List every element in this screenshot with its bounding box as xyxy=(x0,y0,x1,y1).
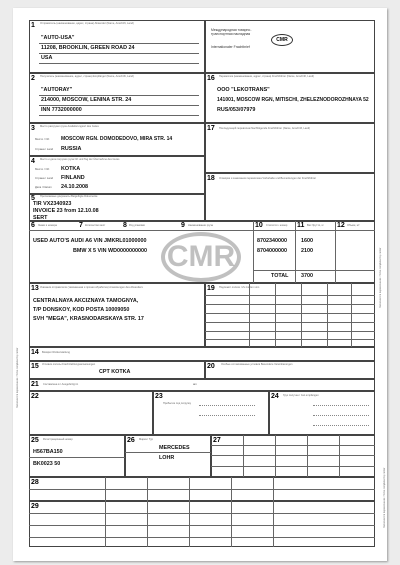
goods-col-divider xyxy=(253,221,254,283)
form-title-de: Internationaler Frachtbrief xyxy=(211,45,250,49)
goods-header-rule xyxy=(29,230,375,231)
field-1-label: Отправитель (наименование, адрес, страна) Absender (Name, Anschrift, Land) xyxy=(40,22,134,25)
field-19-number: 19 xyxy=(207,285,215,292)
field-3-number: 3 xyxy=(31,125,35,132)
field-16-line1[interactable]: OOO "LEKOTRANS" xyxy=(217,87,270,93)
field-1-line3[interactable]: USA xyxy=(41,55,53,61)
field-3-place[interactable]: MOSCOW RGN. DOMODEDOVO, MIRA STR. 14 xyxy=(61,136,173,142)
payment-col xyxy=(327,283,328,347)
field-5-line1[interactable]: TIR VX2340923 xyxy=(33,201,72,207)
payment-row xyxy=(205,304,375,305)
field-4-place[interactable]: KOTKA xyxy=(61,166,81,172)
field-23-label: Прибытие под погрузку xyxy=(163,402,192,405)
field-2-line1[interactable]: "AUTORAY" xyxy=(41,87,73,93)
field-16-line3[interactable]: RUS/053/07979 xyxy=(217,107,256,113)
field-29-col xyxy=(147,501,148,547)
field-12-number: 12 xyxy=(337,222,345,229)
field-11-label: Вес брутто, кг xyxy=(307,224,324,227)
field-17-label: Последующий перевозчик Nachfolgende Frachtführer (Name, Anschrift, Land) xyxy=(219,127,311,130)
field-18-number: 18 xyxy=(207,175,215,182)
field-10-number: 10 xyxy=(255,222,263,229)
field-5-label: Прилагаемые документы Beigefügte Dokumente xyxy=(40,195,98,198)
field-5-line3[interactable]: SERT xyxy=(33,215,48,221)
field-5-line2[interactable]: INVOICE 23 from 12.10.08 xyxy=(33,208,99,214)
goods-total-weight[interactable]: 3700 xyxy=(301,273,313,279)
goods-total-label: TOTAL xyxy=(271,273,289,279)
field-1-line1[interactable]: "AUTO-USA" xyxy=(41,35,75,41)
form-header-notes xyxy=(301,24,367,64)
field-15-number: 15 xyxy=(31,363,39,370)
field-29-col xyxy=(189,501,190,547)
field-13-line3[interactable]: SVH "MEGA", KRASNODARSKAYA STR. 17 xyxy=(33,316,144,322)
field-29-col xyxy=(231,501,232,547)
field-9-label: Наименование груза xyxy=(188,224,213,227)
field-20-number: 20 xyxy=(207,363,215,370)
field-13-notes xyxy=(33,326,201,344)
field-16-number: 16 xyxy=(207,75,215,82)
field-21-number: 21 xyxy=(31,381,39,388)
field-3-country-label: Страна / Land xyxy=(35,147,54,151)
field-18-label: Оговорки и замечания перевозчика Vorbehalte und Bemerkungen der Frachtführer xyxy=(219,177,317,180)
field-4-date-label: Дата / Datum xyxy=(35,185,52,189)
field-2-line3[interactable]: INN 7732000000 xyxy=(41,107,82,113)
field-1-rule xyxy=(39,43,199,44)
goods-row-1-weight[interactable]: 1600 xyxy=(301,238,313,244)
field-29-number: 29 xyxy=(31,503,39,510)
field-5-number: 5 xyxy=(31,195,35,202)
field-16-line2[interactable]: 141001, MOSCOW RGN, MITISCHI, ZHELEZNODOROZHNAYA 52 xyxy=(217,97,369,103)
cmr-watermark: CMR xyxy=(161,232,241,282)
field-1-rule xyxy=(39,53,199,54)
field-27-number: 27 xyxy=(213,437,221,444)
goods-col-divider xyxy=(295,221,296,283)
side-instructions: Заполняется перевозчиком / To be completed by carrier xyxy=(379,247,382,308)
field-26-value-1[interactable]: MERCEDES xyxy=(159,445,190,451)
field-1-number: 1 xyxy=(31,22,35,29)
payment-row xyxy=(205,339,375,340)
field-29-footer xyxy=(29,501,375,547)
field-18-carrier-remarks xyxy=(205,173,375,221)
form-title-ru: Международная товарно-транспортная накладная xyxy=(211,28,252,36)
field-29-row xyxy=(29,525,375,526)
field-7-number: 7 xyxy=(79,222,83,229)
field-28-number: 28 xyxy=(31,479,39,486)
field-16-label: Перевозчик (наименование, адрес, страна) Frachtführer (Name, Anschrift, Land) xyxy=(219,75,315,78)
field-27-col xyxy=(307,435,308,477)
field-27-row xyxy=(211,466,375,467)
field-24-number: 24 xyxy=(271,393,279,400)
payment-col xyxy=(249,283,250,347)
field-24-dotline xyxy=(313,415,369,416)
payment-row xyxy=(205,322,375,323)
field-13-number: 13 xyxy=(31,285,39,292)
field-4-date[interactable]: 24.10.2008 xyxy=(61,184,88,190)
field-24-dotline xyxy=(313,425,369,426)
field-1-line2[interactable]: 11208, BROOKLIN, GREEN ROAD 24 xyxy=(41,45,135,51)
field-2-rule xyxy=(39,115,199,116)
field-2-rule xyxy=(39,105,199,106)
field-13-line1[interactable]: CENTRALNAYA AKCIZNAYA TAMOGNYA, xyxy=(33,298,139,304)
goods-row-1-code[interactable]: 8702340000 xyxy=(257,238,287,244)
field-9-number: 9 xyxy=(181,222,185,229)
field-25-number: 25 xyxy=(31,437,39,444)
field-23-dotline xyxy=(199,405,255,406)
field-3-country[interactable]: RUSSIA xyxy=(61,146,82,152)
field-4-country-label: Страна / Land xyxy=(35,176,54,180)
field-6-number: 6 xyxy=(31,222,35,229)
field-25-rule xyxy=(29,457,125,458)
field-3-label: Место разгрузки груза Auslieferungsort des Gutes xyxy=(40,125,99,128)
left-margin-text: Заполняется перевозчиком / To be completed by carrier xyxy=(16,347,19,408)
payment-row xyxy=(205,313,375,314)
side-instructions-2: Заполняется перевозчиком / To be completed by carrier xyxy=(383,467,386,528)
field-19-label: Подлежит оплате / Zu zahlen vom xyxy=(219,286,260,289)
field-7-label: Количество мест xyxy=(85,224,106,227)
field-29-col xyxy=(273,501,274,547)
field-1-rule xyxy=(39,63,199,64)
payment-col xyxy=(275,283,276,347)
field-2-line2[interactable]: 214000, MOSCOW, LENINA STR. 24 xyxy=(41,97,132,103)
field-12-label: Объем, м³ xyxy=(347,224,360,227)
field-27-col xyxy=(243,435,244,477)
field-15-value[interactable]: CPT KOTKA xyxy=(99,369,131,375)
field-24-goods-received xyxy=(269,391,375,435)
field-28-row xyxy=(29,489,375,490)
goods-col-divider xyxy=(335,221,336,283)
goods-row-2-weight[interactable]: 2100 xyxy=(301,248,313,254)
field-4-place-label: Место / Ort xyxy=(35,167,50,171)
field-26-number: 26 xyxy=(127,437,135,444)
field-10-label: Статистич. номер xyxy=(266,224,288,227)
goods-row-1-desc[interactable]: USED AUTO'S AUDI A6 VIN JMKRL01000000 xyxy=(33,238,147,244)
field-8-number: 8 xyxy=(123,222,127,229)
field-2-rule xyxy=(39,95,199,96)
field-25-value-2[interactable]: BK0023 50 xyxy=(33,461,61,467)
field-13-line2[interactable]: T/P DONSKOY, KOD POSTA 10009050 xyxy=(33,307,130,313)
field-21-label: Составлена в / Ausgefertigt in xyxy=(43,383,79,386)
field-25-vehicle-reg xyxy=(29,435,125,477)
field-17-number: 17 xyxy=(207,125,215,132)
field-14-label: Возврат Rückerstattung xyxy=(42,351,70,354)
field-26-value-2[interactable]: LOHR xyxy=(159,455,175,461)
field-25-value-1[interactable]: H567BA150 xyxy=(33,449,63,455)
payment-row xyxy=(205,331,375,332)
field-24-dotline xyxy=(313,405,369,406)
field-14-cash-on-delivery xyxy=(29,347,375,361)
field-21-am: am xyxy=(193,382,197,386)
field-22-number: 22 xyxy=(31,393,39,400)
field-4-label: Место и дата погрузки груза Ort und Tag der Übernahme des Gutes xyxy=(40,158,120,161)
field-8-label: Род упаковки xyxy=(129,224,145,227)
goods-total-rule xyxy=(253,270,375,271)
cmr-form-sheet xyxy=(13,8,387,561)
field-27-row xyxy=(211,455,375,456)
field-15-label: Условия оплаты Frachtzahlungsanweisungen xyxy=(42,363,96,366)
field-29-row xyxy=(29,537,375,538)
field-13-label: Указания отправителя (таможенная и прочая обработка) Anweisungen des Absenders xyxy=(40,286,143,289)
goods-row-2-code[interactable]: 8704000000 xyxy=(257,248,287,254)
field-6-label: Знаки и номера xyxy=(38,224,57,227)
payment-col xyxy=(351,283,352,347)
cmr-badge: CMR xyxy=(271,34,293,46)
field-23-number: 23 xyxy=(155,393,163,400)
payment-col xyxy=(301,283,302,347)
field-23-dotline xyxy=(199,415,255,416)
field-25-label: Регистрационный номер xyxy=(43,438,73,441)
field-27-table xyxy=(211,435,375,477)
field-27-row xyxy=(211,445,375,446)
field-4-country[interactable]: FINLAND xyxy=(61,175,85,181)
field-20-label: Особые согласованные условия Besondere Vereinbarungen xyxy=(221,363,293,366)
field-27-col xyxy=(339,435,340,477)
field-4-loading xyxy=(29,156,205,194)
field-2-label: Получатель (наименование, адрес, страна) Empfänger (Name, Anschrift, Land) xyxy=(40,75,134,78)
field-26-rule xyxy=(125,452,211,453)
field-24-label: Груз получен / Gut empfangen xyxy=(283,394,319,397)
field-26-label: Марка / Typ xyxy=(139,438,154,441)
field-4-number: 4 xyxy=(31,158,35,165)
field-19-payment-table xyxy=(205,283,375,347)
field-27-col xyxy=(275,435,276,477)
field-29-col xyxy=(105,501,106,547)
payment-row xyxy=(205,295,375,296)
field-21-established xyxy=(29,379,375,391)
field-29-row xyxy=(29,513,375,514)
field-2-number: 2 xyxy=(31,75,35,82)
goods-row-2-desc[interactable]: BMW X 5 VIN WD0000000000 xyxy=(73,248,148,254)
field-23-carrier-signature xyxy=(153,391,269,435)
field-22-sender-signature xyxy=(29,391,153,435)
field-14-number: 14 xyxy=(31,349,39,356)
field-17-successive-carrier xyxy=(205,123,375,173)
field-11-number: 11 xyxy=(297,222,305,229)
field-3-place-label: Место / Ort xyxy=(35,137,50,141)
